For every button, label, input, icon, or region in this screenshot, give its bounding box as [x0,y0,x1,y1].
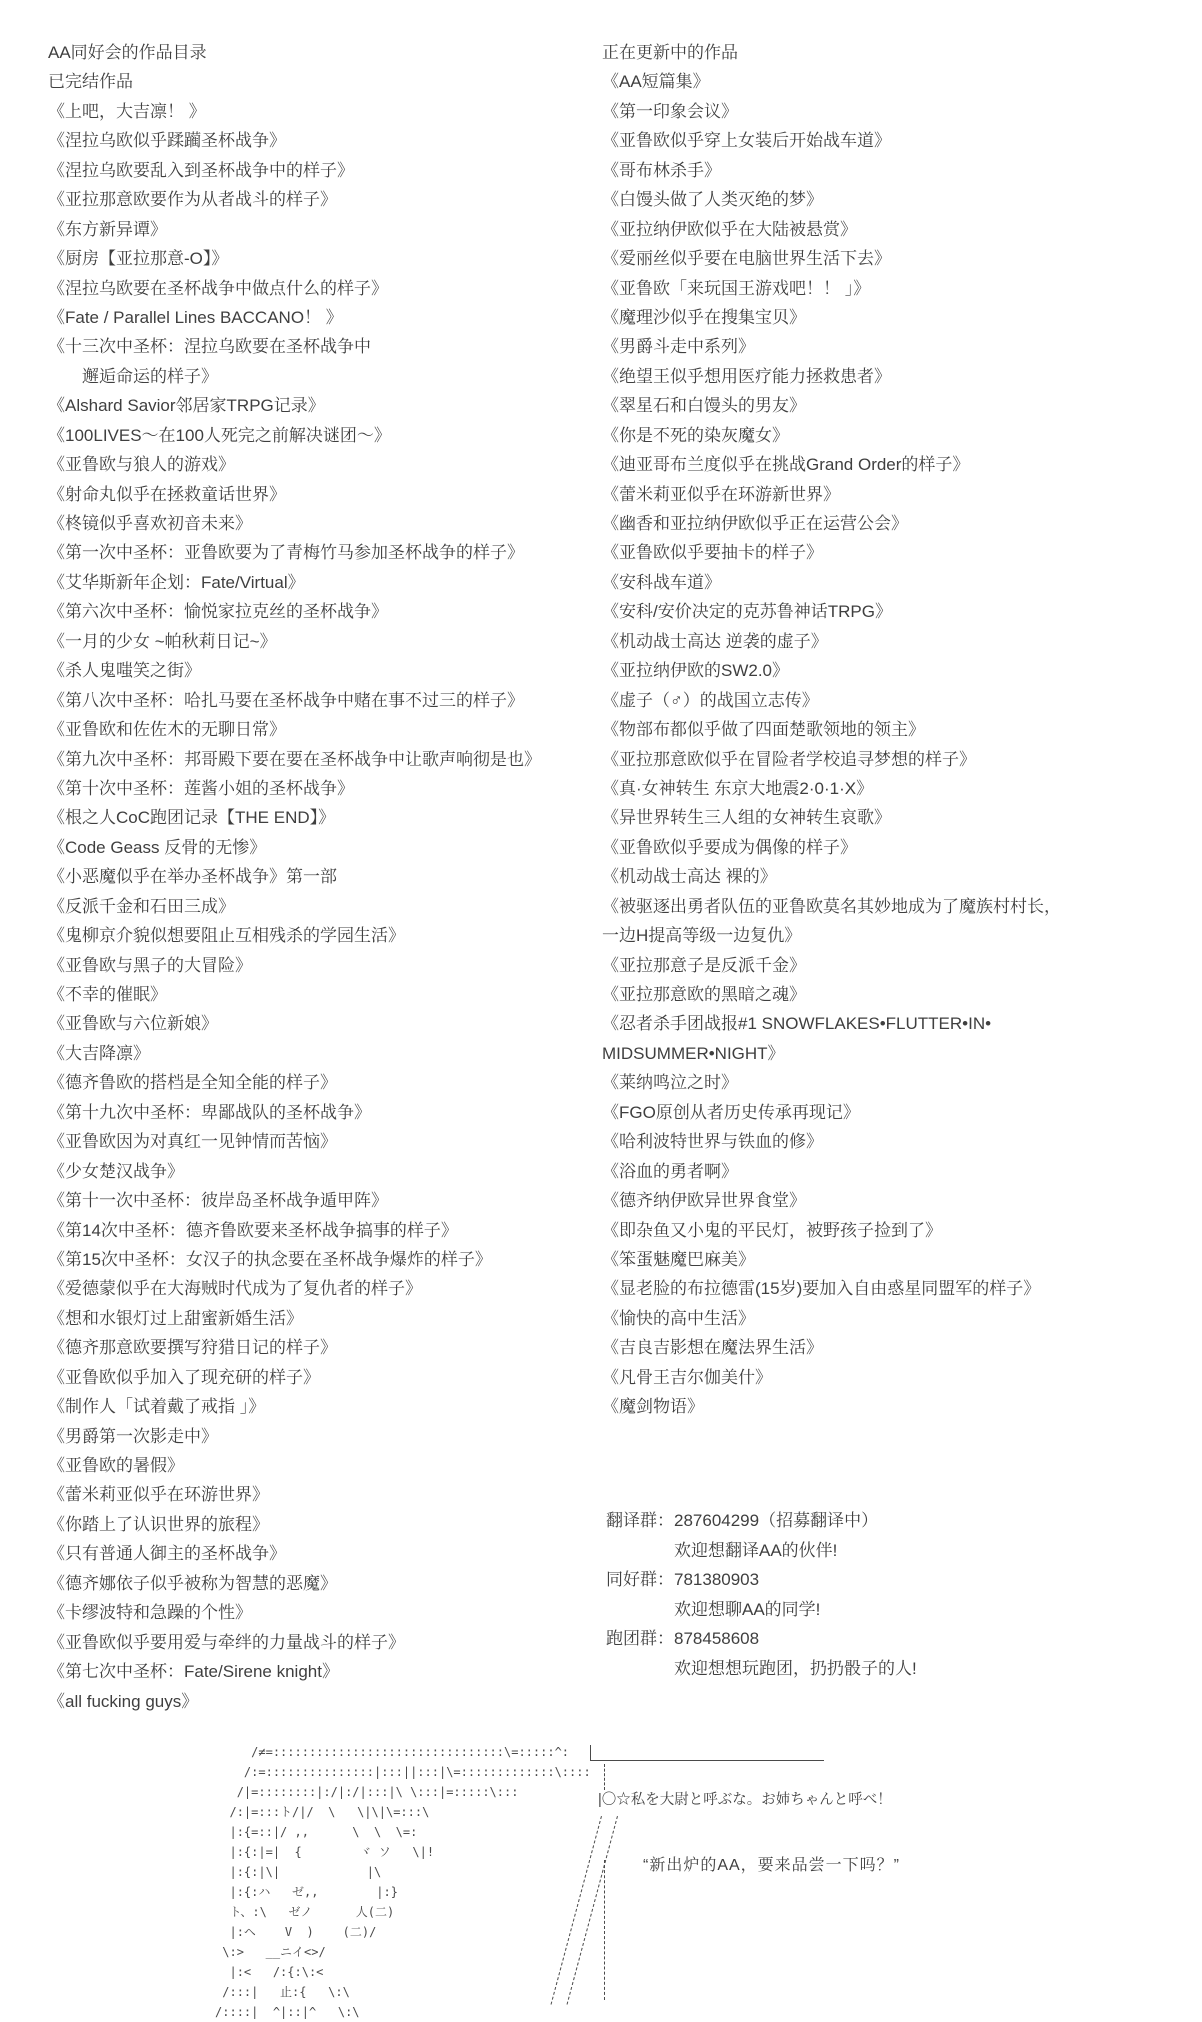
updating-works-column [602,38,1061,1422]
work-title-line: 《蕾米莉亚似乎在环游世界》 [48,1485,269,1505]
ascii-art-line: |:{:|\| |\ [150,1865,382,1879]
work-title-line: 《笨蛋魅魔巴麻美》 [602,1249,755,1269]
work-title-line: 《大吉降凛》 [48,1043,150,1063]
work-title-line: 《魔剑物语》 [602,1397,704,1417]
contact-line: 欢迎想想玩跑团，扔扔骰子的人! [606,1658,917,1678]
contact-groups [606,1506,917,1684]
work-title-line: 《异世界转生三人组的女神转生哀歌》 [602,808,891,828]
work-title-line: 《根之人CoC跑团记录【THE END】》 [48,808,336,828]
work-title-line: 《虚子（♂）的战国立志传》 [602,690,819,710]
work-title-line: 《少女楚汉战争》 [48,1161,184,1181]
work-title-line: 《你是不死的染灰魔女》 [602,425,789,445]
work-title-line: 《亚拉纳伊欧的SW2.0》 [602,661,790,681]
work-title-line: 《厨房【亚拉那意-O】》 [48,249,229,269]
ascii-art-line: |:ヘ V ) (二)/ [150,1925,377,1939]
work-title-line: 《亚鲁欧与狼人的游戏》 [48,455,235,475]
work-title-line: 《真·女神转生 东京大地震2·0·1·X》 [602,778,874,798]
work-title-line: 《绝望王似乎想用医疗能力拯救患者》 [602,366,891,386]
work-title-line: 《第十一次中圣杯：彼岸岛圣杯战争遁甲阵》 [48,1191,388,1211]
work-title-line: 《第15次中圣杯：女汉子的执念要在圣杯战争爆炸的样子》 [48,1249,492,1269]
speech-text-japanese: |〇☆私を大尉と呼ぶな。お姉ちゃんと呼べ！ [598,1792,892,1808]
work-title-line: 《第六次中圣杯：愉悦家拉克丝的圣杯战争》 [48,602,388,622]
ascii-art-line: /::::| ^|::|^ \:\ [150,2005,360,2019]
work-title-line: 《第一印象会议》 [602,101,738,121]
work-title-line: 《鬼柳京介貌似想要阻止互相残杀的学园生活》 [48,926,405,946]
work-title-line: 《亚鲁欧和佐佐木的无聊日常》 [48,720,286,740]
work-title-line: 《安科/安价决定的克苏鲁神话TRPG》 [602,602,892,622]
work-title-line: 《亚鲁欧似乎要抽卡的样子》 [602,543,823,563]
work-title-line: 《物部布都似乎做了四面楚歌领地的领主》 [602,720,925,740]
work-title-line: 《十三次中圣杯：涅拉乌欧要在圣杯战争中 [48,337,371,357]
work-title-line: 《亚鲁欧与六位新娘》 [48,1014,218,1034]
work-title-line: 《第七次中圣杯：Fate/Sirene knight》 [48,1662,339,1682]
speech-bubble-line [590,1760,824,1761]
work-title-line: 《显老脸的布拉德雷(15岁)要加入自由惑星同盟军的样子》 [602,1279,1041,1299]
work-title-line: 《亚鲁欧似乎要成为偶像的样子》 [602,837,857,857]
speech-bubble-stub [590,1745,591,1761]
work-title-line: 《艾华斯新年企划：Fate/Virtual》 [48,572,305,592]
work-title-line: 《上吧，大吉凛！ 》 [48,101,206,121]
work-title-line: 《亚拉那意欧似乎在冒险者学校追寻梦想的样子》 [602,749,976,769]
work-title-line: 《忍者杀手团战报#1 SNOWFLAKES•FLUTTER•IN• [602,1014,992,1034]
completed-works-column [48,38,541,1716]
work-title-line: 《安科战车道》 [602,572,721,592]
contact-line: 欢迎想翻译AA的伙伴! [606,1540,838,1560]
work-title-line: 《亚鲁欧似乎穿上女装后开始战车道》 [602,131,891,151]
work-title-line: 《迪亚哥布兰度似乎在挑战Grand Order的样子》 [602,455,970,475]
work-title-line: 《卡缪波特和急躁的个性》 [48,1603,252,1623]
work-title-line: 《杀人鬼嗤笑之街》 [48,661,201,681]
work-title-line: 《即杂鱼又小鬼的平民灯，被野孩子捡到了》 [602,1220,942,1240]
ascii-art-line: |:{:|=| { ヾ ソ \|! [150,1845,435,1859]
work-title-line: 《亚拉纳伊欧似乎在大陆被悬赏》 [602,219,857,239]
work-title-line: 一边H提高等级一边复仇》 [602,926,802,946]
ascii-art-line: /:|=:::ト/|/ \ \|\|\=:::\ [150,1805,430,1819]
work-title-line: 《亚鲁欧似乎加入了现充研的样子》 [48,1367,320,1387]
work-title-line: 《亚拉那意欧要作为从者战斗的样子》 [48,190,337,210]
work-title-line: 《吉良吉影想在魔法界生活》 [602,1338,823,1358]
work-title-line: 《想和水银灯过上甜蜜新婚生活》 [48,1308,303,1328]
ascii-art-line: /≠=::::::::::::::::::::::::::::::::\=:::::^: [150,1745,570,1759]
work-title-line: 《爱德蒙似乎在大海贼时代成为了复仇者的样子》 [48,1279,422,1299]
work-title-line: 《第八次中圣杯：哈扎马要在圣杯战争中赌在事不过三的样子》 [48,690,524,710]
work-title-line: 《亚鲁欧与黑子的大冒险》 [48,955,252,975]
work-title-line: 《机动战士高达 逆袭的虚子》 [602,631,828,651]
work-title-line: 《第十九次中圣杯：卑鄙战队的圣杯战争》 [48,1102,371,1122]
work-title-line: 《FGO原创从者历史传承再现记》 [602,1102,860,1122]
ascii-art-line: ト、:\ ゼノ 人(二) [150,1905,395,1919]
contact-line: 同好群：781380903 [606,1570,760,1590]
ascii-art-line: /|=::::::::|:/|:/|:::|\ \:::|=:::::\::: [150,1785,519,1799]
work-title-line: 《德齐那意欧要撰写狩猎日记的样子》 [48,1338,337,1358]
work-title-line: 《幽香和亚拉纳伊欧似乎正在运营公会》 [602,514,908,533]
work-title-line: 《反派千金和石田三成》 [48,896,235,916]
work-title-line: 《Alshard Savior邻居家TRPG记录》 [48,396,325,416]
work-title-line: 《魔理沙似乎在搜集宝贝》 [602,307,806,327]
ascii-art-line: |:{:ハ ゼ,, |:} [150,1885,398,1899]
work-title-line: 《涅拉乌欧似乎蹂躏圣杯战争》 [48,131,286,151]
ascii-art-line: /:=:::::::::::::::|:::||:::|\=:::::::::::::\:::: [150,1765,591,1779]
work-title-line: 《翠星石和白馒头的男友》 [602,396,806,416]
work-title-line: 《不幸的催眠》 [48,985,167,1004]
work-title-line: 《第十次中圣杯：莲酱小姐的圣杯战争》 [48,778,354,798]
work-title-line: 《凡骨王吉尔伽美什》 [602,1367,772,1387]
ascii-art-line: \:> __ニイ<>/ [150,1945,326,1959]
work-title-line: 《亚拉那意子是反派千金》 [602,955,806,975]
work-title-line: 《蕾米莉亚似乎在环游新世界》 [602,484,840,504]
contact-line: 翻译群：287604299（招募翻译中） [606,1511,879,1530]
work-title-line: 《亚鲁欧因为对真红一见钟情而苦恼》 [48,1132,337,1152]
work-title-line: 《亚鲁欧似乎要用爱与牵绊的力量战斗的样子》 [48,1632,405,1652]
page-title: AA同好会的作品目录 [48,43,207,62]
work-title-line: 《柊镜似乎喜欢初音未来》 [48,514,252,533]
work-title-line: 《射命丸似乎在拯救童话世界》 [48,484,286,504]
contact-line: 跑团群：878458608 [606,1629,760,1649]
work-title-line: 《男爵第一次影走中》 [48,1426,218,1446]
work-title-line: 《爱丽丝似乎要在电脑世界生活下去》 [602,249,891,269]
ascii-art-lines [150,1742,591,2022]
ascii-art-line: |:{=::|/ ,, \ \ \=: [150,1825,418,1839]
work-title-line: 《第一次中圣杯：亚鲁欧要为了青梅竹马参加圣杯战争的样子》 [48,543,524,563]
work-title-line: 《Code Geass 反骨的无惨》 [48,837,267,857]
speech-text-chinese: “新出炉的AA，要来品尝一下吗？” [643,1857,901,1874]
work-title-line: 《德齐纳伊欧异世界食堂》 [602,1191,806,1211]
contact-line: 欢迎想聊AA的同学! [606,1599,821,1619]
work-title-line: 《第九次中圣杯：邦哥殿下要在要在圣杯战争中让歌声响彻是也》 [48,749,541,769]
work-title-line: 《哥布林杀手》 [602,160,721,180]
work-title-line: 《涅拉乌欧要乱入到圣杯战争中的样子》 [48,160,354,180]
work-title-line: 《只有普通人御主的圣杯战争》 [48,1544,286,1564]
work-title-line: 《你踏上了认识世界的旅程》 [48,1514,269,1534]
work-title-line: 《AA短篇集》 [602,72,710,92]
work-title-line: 《all fucking guys》 [48,1691,199,1711]
completed-works-list [48,97,541,1716]
work-title-line: 《东方新异谭》 [48,219,167,239]
work-title-line: 《男爵斗走中系列》 [602,337,755,357]
speech-tail-dash [604,1860,605,2000]
work-title-line: 《Fate / Parallel Lines BACCANO！ 》 [48,307,343,327]
work-title-line: 《亚拉那意欧的黑暗之魂》 [602,985,806,1004]
contact-lines [606,1506,917,1684]
work-title-line: 《浴血的勇者啊》 [602,1161,738,1181]
work-title-line: MIDSUMMER•NIGHT》 [602,1043,785,1063]
speech-tail-dash [604,1764,605,1790]
completed-section-label: 已完结作品 [48,72,133,92]
work-title-line: 邂逅命运的样子》 [48,366,218,386]
work-title-line: 《亚鲁欧的暑假》 [48,1456,184,1475]
work-title-line: 《小恶魔似乎在举办圣杯战争》第一部 [48,867,337,887]
work-title-line: 《愉快的高中生活》 [602,1308,755,1328]
work-title-line: 《莱纳鸣泣之时》 [602,1073,738,1093]
work-title-line: 《被驱逐出勇者队伍的亚鲁欧莫名其妙地成为了魔族村村长， [602,896,1061,916]
work-title-line: 《涅拉乌欧要在圣杯战争中做点什么的样子》 [48,278,388,298]
work-title-line: 《机动战士高达 裸的》 [602,867,777,887]
work-title-line: 《一月的少女 ~帕秋莉日记~》 [48,631,277,651]
work-title-line: 《德齐娜依子似乎被称为智慧的恶魔》 [48,1573,337,1593]
updating-works-list [602,67,1061,1421]
work-title-line: 《制作人「试着戴了戒指 」》 [48,1397,266,1417]
work-title-line: 《白馒头做了人类灭绝的梦》 [602,190,823,210]
work-title-line: 《亚鲁欧「来玩国王游戏吧！！ 」》 [602,278,871,298]
ascii-art-line: |:< /:{:\:< [150,1965,324,1979]
ascii-art-line: /:::| 止:{ \:\ [150,1985,350,1999]
work-title-line: 《哈利波特世界与铁血的修》 [602,1132,823,1152]
work-title-line: 《第14次中圣杯：德齐鲁欧要来圣杯战争搞事的样子》 [48,1220,458,1240]
work-title-line: 《100LIVES～在100人死完之前解决谜团～》 [48,425,391,445]
updating-section-label: 正在更新中的作品 [602,43,738,62]
work-title-line: 《德齐鲁欧的搭档是全知全能的样子》 [48,1073,337,1093]
ascii-art-figure [150,1742,591,2022]
